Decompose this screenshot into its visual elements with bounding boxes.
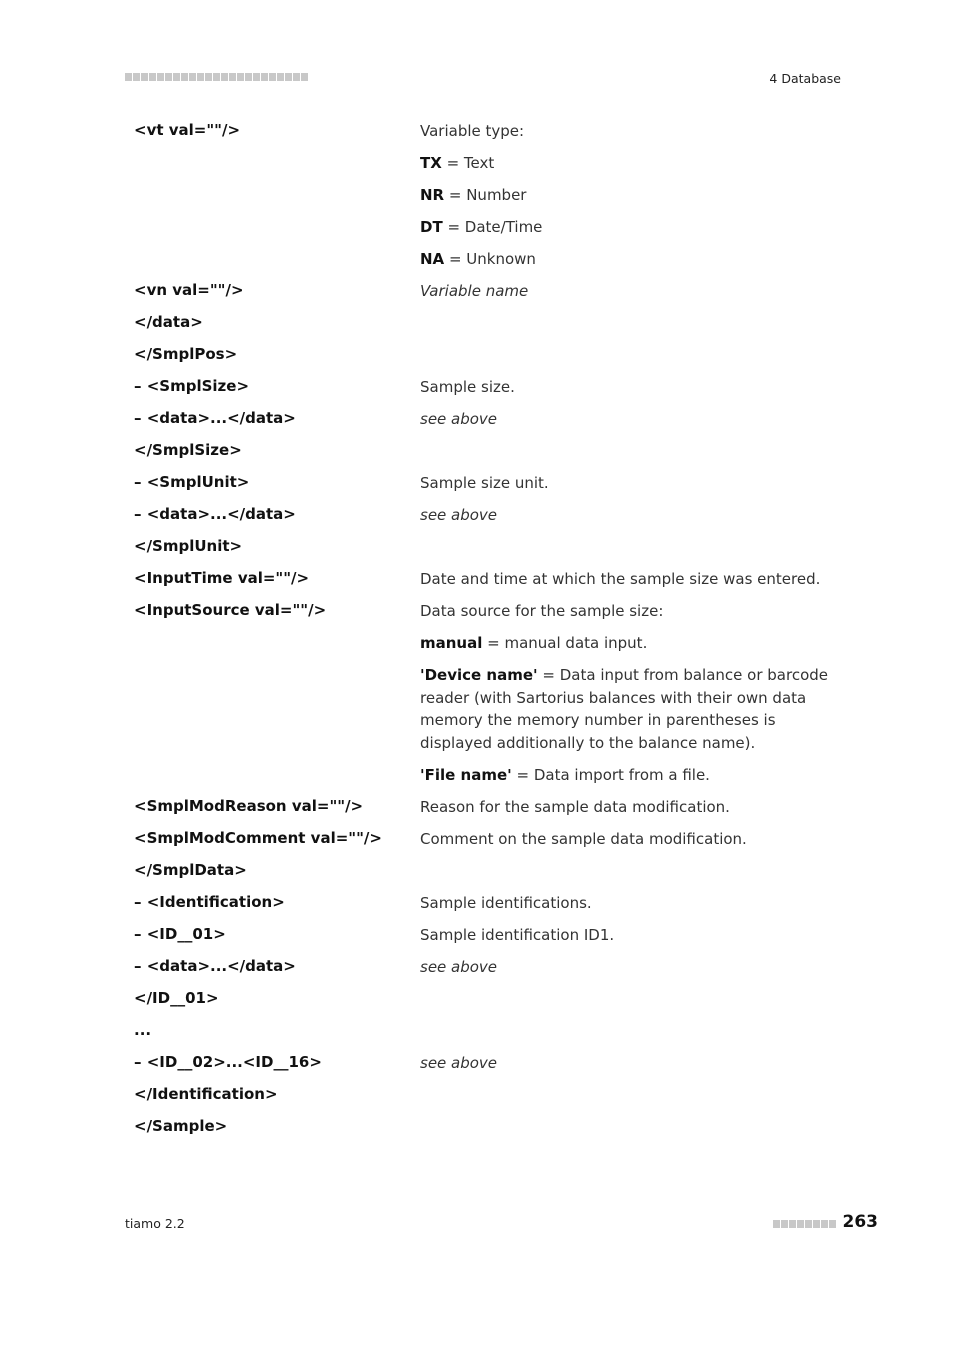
description-text: Comment on the sample data modification. [420, 830, 747, 848]
element-tag: </ID__01> [134, 989, 219, 1007]
description-keyword: manual [420, 634, 483, 652]
description-text: Data source for the sample size: [420, 602, 664, 620]
element-description [420, 664, 840, 754]
description-reference: see above [420, 410, 498, 428]
element-tag: <vn val=""/> [134, 281, 244, 299]
description-keyword: NA [420, 250, 445, 268]
element-tag: </SmplData> [134, 861, 247, 879]
element-tag: – <SmplSize> [134, 377, 250, 395]
page-footer [773, 1212, 879, 1232]
description-keyword: NR [420, 186, 445, 204]
description-text: = Data input from balance or barcode reader (with Sartorius balances with their own data memory the memory number in parentheses is displayed additionally to the balance name). [420, 666, 829, 752]
product-name: tiamo 2.2 [125, 1216, 185, 1231]
description-text: Reason for the sample data modification. [420, 798, 730, 816]
element-tag: – <data>...</data> [134, 957, 296, 975]
element-tag: <SmplModComment val=""/> [134, 829, 382, 847]
element-tag: </data> [134, 313, 203, 331]
element-description [420, 1052, 840, 1075]
description-keyword: 'Device name' [420, 666, 538, 684]
description-keyword: 'File name' [420, 766, 512, 784]
description-text: = Unknown [444, 250, 536, 268]
footer-decoration [773, 1213, 837, 1232]
element-tag: – <data>...</data> [134, 409, 296, 427]
description-text: Date and time at which the sample size was entered. [420, 570, 821, 588]
description-text: Variable type: [420, 122, 525, 140]
description-text: = manual data input. [482, 634, 648, 652]
element-description [420, 184, 840, 207]
description-keyword: TX [420, 154, 442, 172]
element-description [420, 892, 840, 915]
element-tag: – <ID__02>...<ID__16> [134, 1053, 322, 1071]
element-description [420, 216, 840, 239]
element-tag: – <ID__01> [134, 925, 226, 943]
element-description [420, 764, 840, 787]
element-description [420, 828, 840, 851]
element-description [420, 924, 840, 947]
description-reference: see above [420, 958, 498, 976]
element-tag: – <Identification> [134, 893, 285, 911]
element-tag: <SmplModReason val=""/> [134, 797, 364, 815]
header-decoration [125, 73, 308, 83]
element-description [420, 956, 840, 979]
element-description [420, 600, 840, 623]
description-reference: Variable name [420, 282, 529, 300]
element-tag: </Identification> [134, 1085, 278, 1103]
description-text: Sample identifications. [420, 894, 592, 912]
description-text: = Text [441, 154, 495, 172]
element-description [420, 796, 840, 819]
element-tag: </SmplUnit> [134, 537, 243, 555]
element-description [420, 408, 840, 431]
description-text: Sample size unit. [420, 474, 549, 492]
element-description [420, 120, 840, 143]
element-description [420, 632, 840, 655]
page-number: 263 [842, 1212, 878, 1232]
description-reference: see above [420, 506, 498, 524]
chapter-title: 4 Database [769, 71, 841, 86]
element-tag: <InputTime val=""/> [134, 569, 310, 587]
description-text: = Date/Time [442, 218, 543, 236]
element-tag: – <SmplUnit> [134, 473, 250, 491]
element-tag: ... [134, 1021, 152, 1039]
element-description [420, 280, 840, 303]
element-tag: – <data>...</data> [134, 505, 296, 523]
element-tag: </SmplPos> [134, 345, 238, 363]
element-tag: </Sample> [134, 1117, 228, 1135]
element-description [420, 248, 840, 271]
element-tag: <vt val=""/> [134, 121, 241, 139]
element-description [420, 152, 840, 175]
description-text: = Number [444, 186, 527, 204]
element-description [420, 504, 840, 527]
description-text: Sample identification ID1. [420, 926, 615, 944]
description-text: = Data import from a file. [511, 766, 710, 784]
description-reference: see above [420, 1054, 498, 1072]
element-description [420, 568, 840, 591]
element-tag: <InputSource val=""/> [134, 601, 327, 619]
description-text: Sample size. [420, 378, 515, 396]
description-keyword: DT [420, 218, 443, 236]
element-tag: </SmplSize> [134, 441, 242, 459]
element-description [420, 376, 840, 399]
element-description [420, 472, 840, 495]
